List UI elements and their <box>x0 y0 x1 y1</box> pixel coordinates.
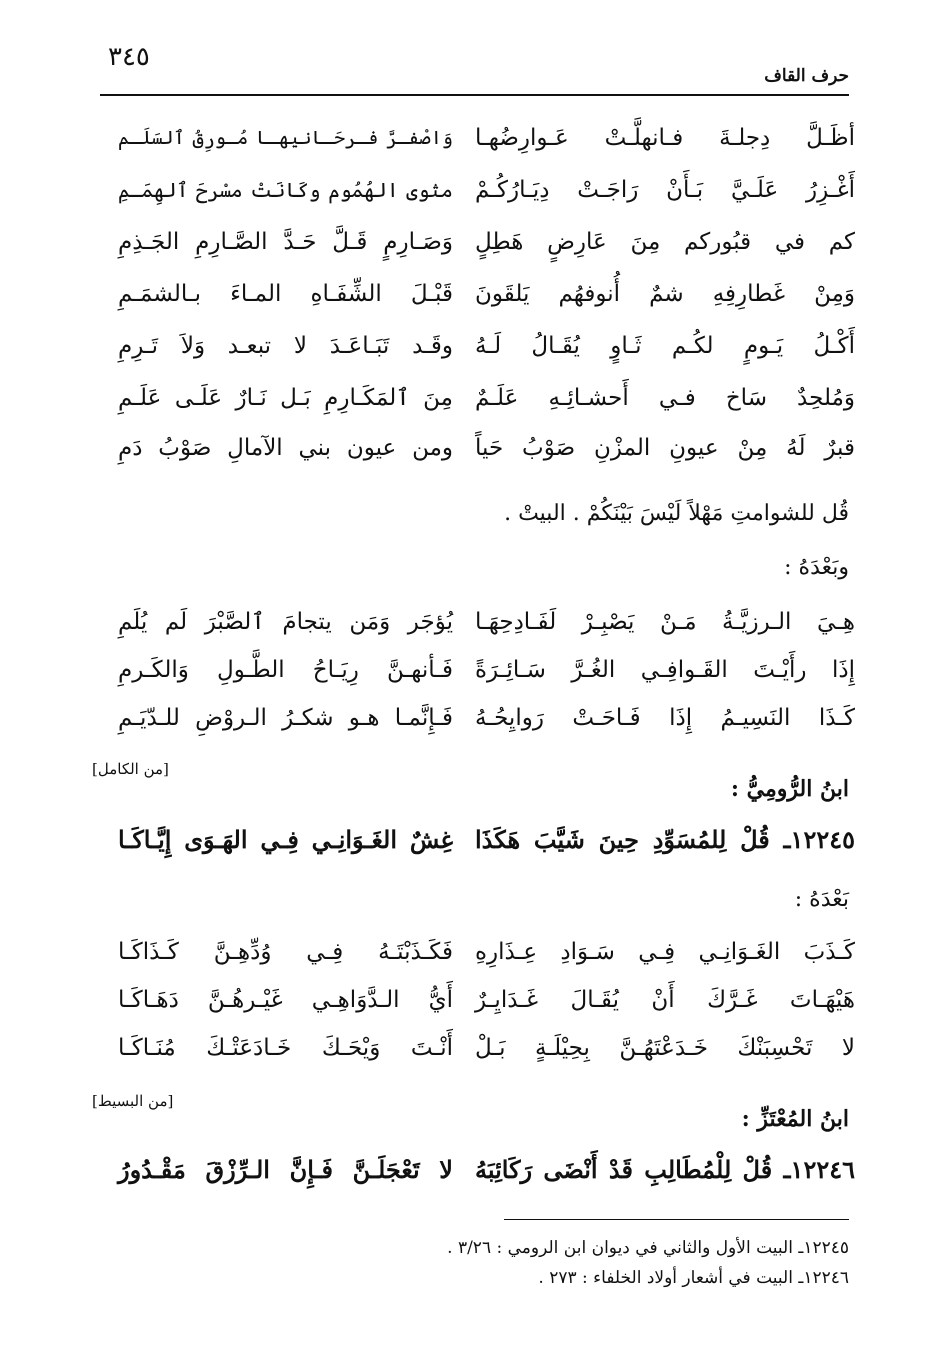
verse-row <box>118 648 855 692</box>
verse-first-hemistich: أَغْـزِرُ عَلَـيَّ بَـأَنْ رَاجَـتْ دِيَـارُكُـمْ <box>475 177 855 203</box>
verse-row <box>118 818 855 862</box>
verse-second-hemistich: أَيُّ الـدَّوَاهِـي غَيْـرهُـنَّ دَهَـاكَـا <box>118 987 453 1013</box>
verse-row <box>118 426 855 470</box>
footnote: ١٢٢٤٦ـ البيت في أشعار أولاد الخلفاء : ٢٧٣ . <box>538 1268 849 1288</box>
verse-first-hemistich: ١٢٢٤٥ـ قُلْ لِلمُسَوِّدِ حِينَ شَيَّبَ هَكَذَا <box>475 825 855 854</box>
verse-second-hemistich: وَاصْفـرَّ فـرحَـانيهـا مُـورِقُ ٱلسَلَـم <box>118 127 453 149</box>
section-label: بَعْدَهُ : <box>794 887 849 912</box>
verse-first-hemistich: ١٢٢٤٦ـ قُلْ لِلْمُطَالِبِ قَدْ أَنْضَى رَكَائِبَهُ <box>475 1155 855 1184</box>
verse-row <box>118 272 855 316</box>
verse-second-hemistich: فَكَـذَبْتَـهُ فِـي وُدِّهِـنَّ كَـذَاكَـا <box>118 939 453 965</box>
verse-row <box>118 600 855 644</box>
verse-second-hemistich: قَبْـلَ الشِّفَـاهِ المـاءَ بـالشمَـمِ <box>118 281 453 307</box>
verse-first-hemistich: أَكْـلُ يَـومٍ لكُـم ثَـاوٍ يُقَـالُ لَـهُ <box>475 333 855 359</box>
verse-first-hemistich: وَمُلحِدٌ سَاخ فـي أَحشـائِـهِ عَلَـمٌ <box>475 385 855 411</box>
verse-first-hemistich: كم في قبُوركم مِنَ عَارِضٍ هَطِلٍ <box>475 229 855 255</box>
verse-first-hemistich: هِـيَ الـرزيَّـةُ مَـنْ يَصْبِـرْ لَفَـادِحِهَـا <box>475 609 855 635</box>
verse-first-hemistich: هَيْهَـاتَ غَـرَّكَ أَنْ يُقَـالَ غَـدَايِـرٌ <box>475 987 855 1013</box>
verse-first-hemistich: إِذَا رأَيْـتَ القَـوافِـي الغُـرَّ سَـائِـرَةً <box>475 657 855 683</box>
verse-row <box>118 1026 855 1070</box>
verse-first-hemistich: وَمِنْ غَطارِفِهِ شمٌ أُنوفهُم يَلقَونَ <box>475 281 855 307</box>
meter-label: [من البسيط] <box>92 1092 174 1110</box>
verse-row <box>118 696 855 740</box>
prose-line: قُل للشوامتِ مَهْلاً لَيْسَ بَيْنَكُمْ . البيتْ . <box>504 501 849 526</box>
verse-first-hemistich: لا تَحْسِبَنْكَ خَـدَعْتَهُـنَّ بِحِيْلَـةٍ بَـلْ <box>475 1035 855 1061</box>
verse-second-hemistich: مثوى الهُمُوم وكَانَتْ مسْرحَ ٱلهِمَـمِ <box>118 178 453 202</box>
verse-first-hemistich: كَـذَبَ الغَـوَانِـي فِـي سَـوَادِ عِـذَارِهِ <box>475 939 855 965</box>
verse-row <box>118 978 855 1022</box>
verse-second-hemistich: غِشٌ الغَـوَانِـي فِـي الهَـوَى إِيَّـاكَـا <box>118 825 453 854</box>
verse-second-hemistich: فَـإِنَّمـا هـو شكـرُ الـروْضِ للـدّيَـمِ <box>118 705 453 731</box>
verse-second-hemistich: أَنْـتَ وَيْحَـكَ خَـادَعَتْـكَ مُنَـاكَـا <box>118 1035 453 1061</box>
verse-row <box>118 1148 855 1192</box>
verse-row <box>118 324 855 368</box>
poet-name: ابنُ الرُّومِيُّ : <box>730 776 849 802</box>
section-label: وبَعْدَهُ : <box>784 555 849 580</box>
footnote: ١٢٢٤٥ـ البيت الأول والثاني في ديوان ابن الرومي : ٣/٢٦ . <box>447 1238 849 1258</box>
poet-name: ابنُ المُعْتَزِّ : <box>741 1106 849 1132</box>
verse-first-hemistich: قبرٌ لَهُ مِنْ عيونِ المزْنِ صَوْبُ حَياً <box>475 435 855 461</box>
meter-label: [من الكامل] <box>92 760 169 778</box>
verse-second-hemistich: مِنَ ٱلمَكَـارِمِ بَـل نَـارٌ عَلَـى عَلَـمِ <box>118 385 453 411</box>
verse-second-hemistich: وَصَـارِمٍ قَـلَّ حَـدَّ الصَّـارِمِ الجَـذِمِ <box>118 229 453 255</box>
page-number: ٣٤٥ <box>108 42 150 72</box>
verse-row <box>118 376 855 420</box>
verse-row <box>118 116 855 160</box>
running-title: حرف القاف <box>764 66 849 86</box>
verse-second-hemistich: لا تَعْجَلَـنَّ فَـإِنَّ الـرِّزْقَ مَقْـدُورُ <box>118 1155 453 1184</box>
verse-second-hemistich: ومن عيون بني الآمالِ صَوْبُ دَمِ <box>118 435 453 461</box>
header-rule <box>100 94 849 96</box>
verse-row <box>118 168 855 212</box>
verse-second-hemistich: فَـأنهـنَّ رِيَـاحُ الطَّـولِ وَالكَـرمِ <box>118 657 453 683</box>
verse-row <box>118 930 855 974</box>
footnote-rule <box>504 1219 849 1220</box>
verse-second-hemistich: يُؤجَر وَمَن يتجامَ ٱلصَّبْرَ لَم يُلَمِ <box>118 609 453 635</box>
verse-first-hemistich: أظَـلَّ دِجلـةَ فـانهلَّـتْ عَـوارِضُهـا <box>475 125 855 151</box>
verse-second-hemistich: وقَـد تَبَـاعَـدَ لا تبعـد وَلاَ تَـرِمِ <box>118 333 453 359</box>
verse-row <box>118 220 855 264</box>
verse-first-hemistich: كَـذَا النَسِيـمُ إِذَا فَـاحَـتْ رَوايِحُـهُ <box>475 705 855 731</box>
